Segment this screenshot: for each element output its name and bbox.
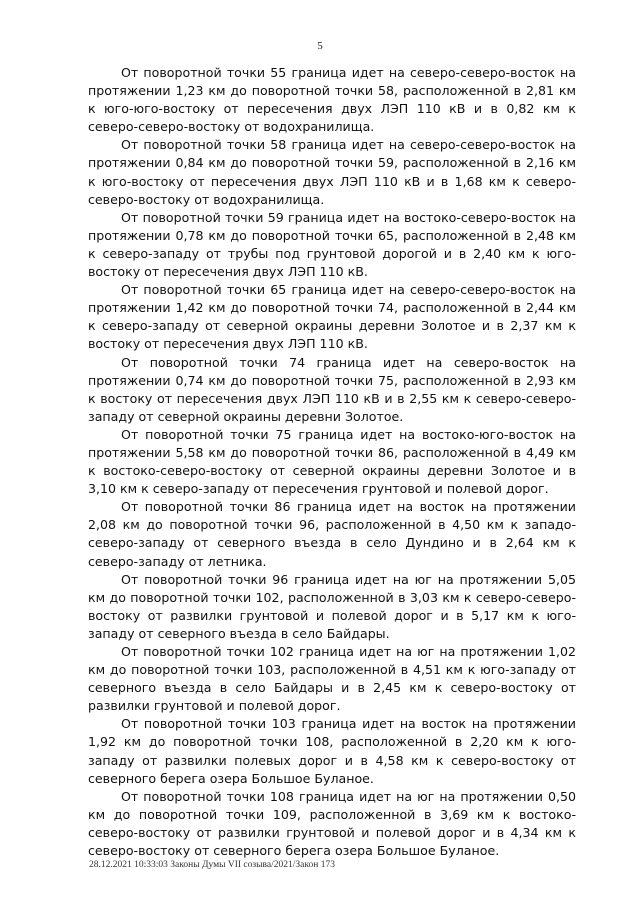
paragraph-point-96: От поворотной точки 96 граница идет на юг на протяжении 5,05 км до поворотной точки 102, расположенной в 3,03 км к северо-северо-востоку от развилки грунтовой и полевой дорог и в 5,17 км к юго-западу от северного въезда в село Байдары. — [88, 571, 576, 641]
paragraph-point-59: От поворотной точки 59 граница идет на востоко-северо-восток на протяжении 0,78 км до поворотной точки 65, расположенной в 2,48 км к северо-западу от трубы под грунтовой дорогой и в 2,40 км к юго-востоку от пересечения двух ЛЭП 110 кВ. — [88, 209, 576, 280]
paragraph-point-86: От поворотной точки 86 граница идет на восток на протяжении 2,08 км до поворотной точки 96, расположенной в 4,50 км к западо-северо-западу от северного въезда в село Дундино и в 2,64 км к северо-западу от летника. — [88, 499, 576, 569]
page-number: 5 — [317, 40, 323, 52]
paragraph-point-102: От поворотной точки 102 граница идет на юг на протяжении 1,02 км до поворотной точки 103, расположенной в 4,51 км к юго-западу от северного въезда в село Байдары и в 2,45 км к северо-востоку от развилки грунтовой и полевой дорог. — [88, 644, 576, 714]
paragraph-point-74: От поворотной точки 74 граница идет на северо-восток на протяжении 0,74 км до поворотной точки 75, расположенной в 2,93 км к востоку от пересечения двух ЛЭП 110 кВ и в 2,55 км к северо-северо-западу от северной окраины деревни Золотое. — [88, 354, 576, 424]
paragraph-point-65: От поворотной точки 65 граница идет на северо-северо-восток на протяжении 1,42 км до поворотной точки 74, расположенной в 2,44 км к северо-западу от северной окраины деревни Золотое и в 2,37 км к востоку от пересечения двух ЛЭП 110 кВ. — [88, 282, 576, 352]
paragraph-point-108: От поворотной точки 108 граница идет на юг на протяжении 0,50 км до поворотной точки 109, расположенной в 3,69 км к востоко-северо-востоку от развилки грунтовой и полевой дорог и в 4,34 км к северо-востоку от северного берега озера Большое Буланое. — [88, 788, 576, 859]
paragraph-point-103: От поворотной точки 103 граница идет на восток на протяжении 1,92 км до поворотной точки 108, расположенной в 2,20 км к юго-западу от развилки полевых дорог и в 4,58 км к северо-востоку от северного берега озера Большое Буланое. — [88, 716, 576, 786]
paragraph-point-75: От поворотной точки 75 граница идет на востоко-юго-восток на протяжении 5,58 км до поворотной точки 86, расположенной в 4,49 км к востоко-северо-востоку от северной окраины деревни Золотое и в 3,10 км к северо-западу от пересечения грунтовой и полевой дорог. — [88, 426, 576, 497]
document-footer: 28.12.2021 10:33:03 Законы Думы VII созыва/2021/Закон 173 — [89, 860, 335, 870]
document-body — [88, 64, 576, 860]
paragraph-point-55: От поворотной точки 55 граница идет на северо-северо-восток на протяжении 1,23 км до поворотной точки 58, расположенной в 2,81 км к юго-юго-востоку от пересечения двух ЛЭП 110 кВ и в 0,82 км к северо-северо-востоку от водохранилища. — [88, 65, 576, 135]
paragraph-point-58: От поворотной точки 58 граница идет на северо-северо-восток на протяжении 0,84 км до поворотной точки 59, расположенной в 2,16 км к юго-востоку от пересечения двух ЛЭП 110 кВ и в 1,68 км к северо-северо-востоку от водохранилища. — [88, 137, 576, 207]
